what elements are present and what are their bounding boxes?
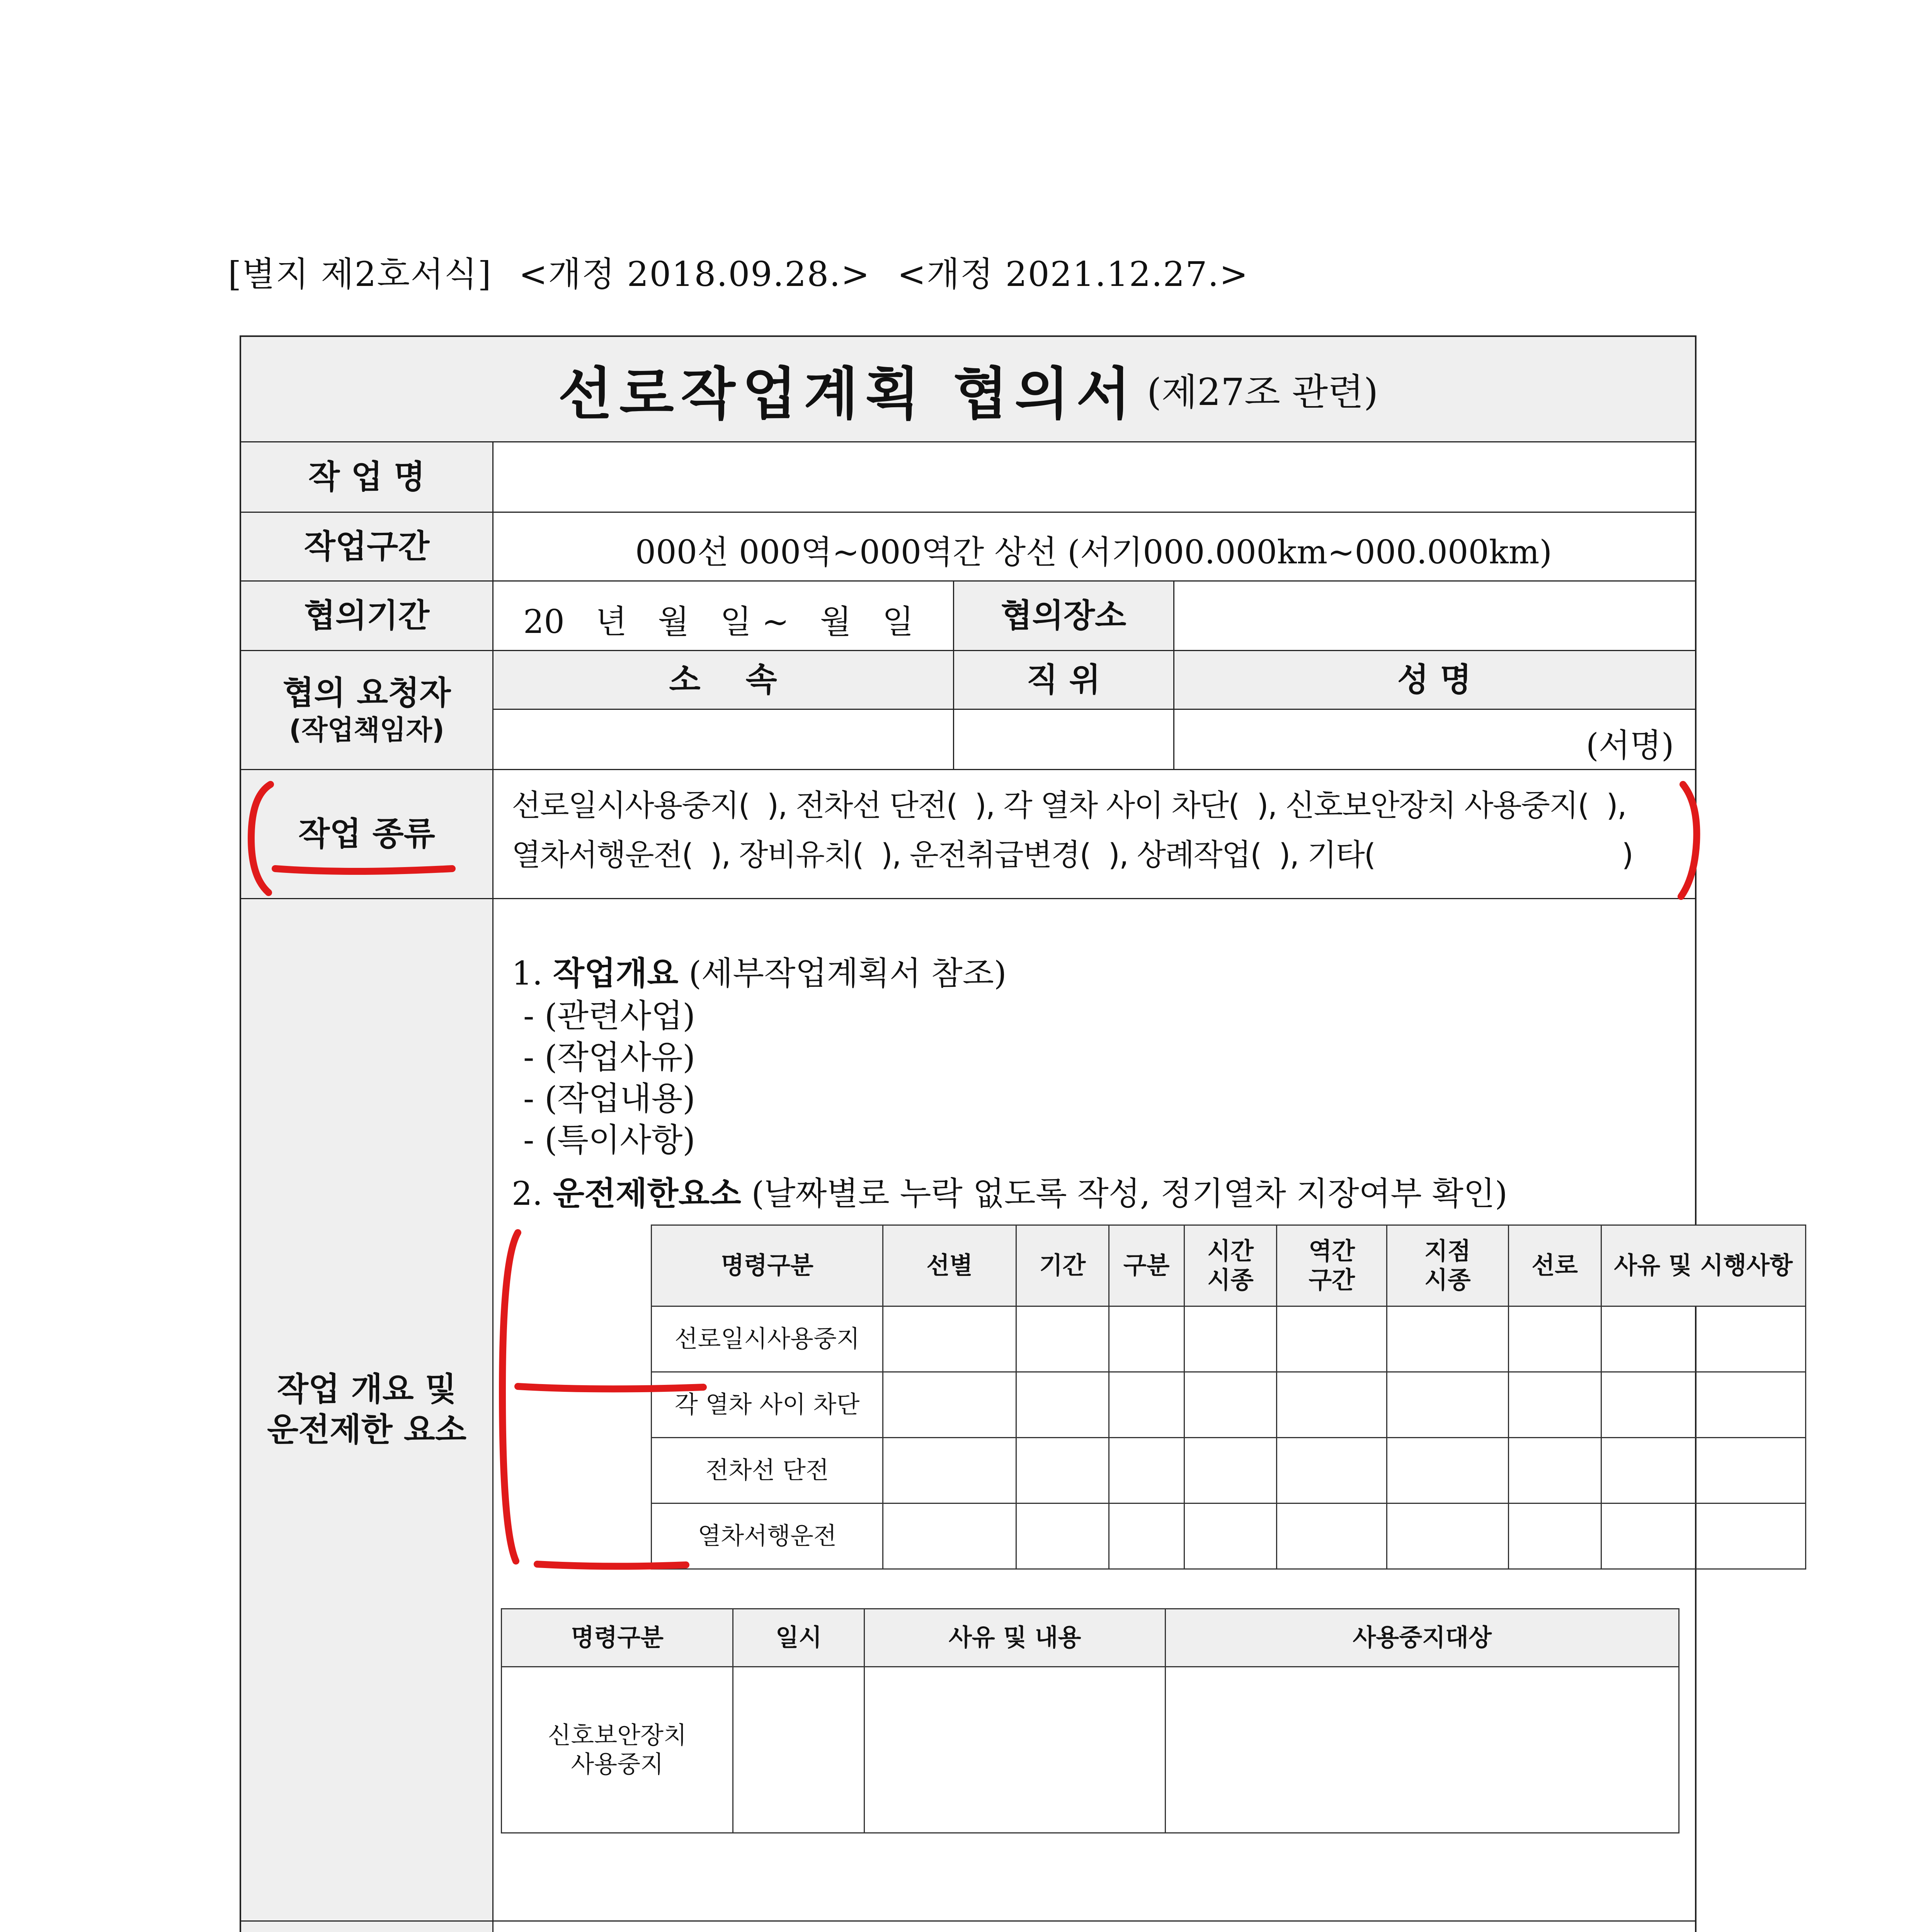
row-label-slow-running: 열차서행운전 bbox=[652, 1503, 883, 1569]
row-label-track-closure: 선로일시사용중지 bbox=[652, 1306, 883, 1372]
work-name-label: 작 업 명 bbox=[241, 442, 492, 511]
movement-label bbox=[241, 1922, 492, 1932]
work-type-label: 작업 종류 bbox=[241, 770, 492, 898]
work-type-line-1[interactable]: 선로일시사용중지( ), 전차선 단전( ), 각 열차 사이 차단( ), 신호보안장치 사용중지( ), bbox=[512, 788, 1626, 823]
col-point-range: 지점 시종 bbox=[1387, 1225, 1509, 1306]
col-reason: 사유 및 시행사항 bbox=[1601, 1225, 1806, 1306]
overview-item-2-title: 운전제한요소 bbox=[553, 1175, 741, 1213]
affiliation-header: 소 속 bbox=[493, 651, 953, 708]
requester-label bbox=[241, 651, 492, 769]
col-datetime: 일시 bbox=[733, 1609, 864, 1667]
revision-date-2: <개정 2021.12.27.> bbox=[897, 254, 1249, 294]
table-row bbox=[652, 1438, 1806, 1503]
table-row bbox=[652, 1503, 1806, 1569]
title-sub: (제27조 관련) bbox=[1147, 370, 1378, 414]
table-row bbox=[502, 1667, 1679, 1833]
position-header: 직 위 bbox=[954, 651, 1173, 708]
overview-item-1-note: (세부작업계획서 참조) bbox=[689, 954, 1007, 992]
col-period: 기간 bbox=[1016, 1225, 1109, 1306]
revision-date-1: <개정 2018.09.28.> bbox=[519, 254, 870, 294]
overview-sub-item: - (특이사항) bbox=[523, 1121, 696, 1159]
table-row bbox=[652, 1372, 1806, 1438]
signal-table bbox=[501, 1608, 1679, 1833]
col-station-section: 역간 구간 bbox=[1277, 1225, 1387, 1306]
work-type-line-2[interactable]: 열차서행운전( ), 장비유치( ), 운전취급변경( ), 상례작업( ), 기타( ) bbox=[512, 838, 1633, 872]
form-title bbox=[241, 337, 1695, 441]
requester-label-main: 협의 요청자 bbox=[282, 673, 451, 712]
col-command-type: 명령구분 bbox=[502, 1609, 733, 1667]
col-category: 구분 bbox=[1109, 1225, 1184, 1306]
form-label: [별지 제2호서식] bbox=[228, 254, 492, 294]
overview-sub-item: - (작업내용) bbox=[523, 1080, 696, 1117]
place-label: 협의장소 bbox=[954, 582, 1173, 650]
section-value[interactable]: 000선 000역~000역간 상선 (서기000.000km~000.000km) bbox=[635, 533, 1552, 571]
row-label-train-block: 각 열차 사이 차단 bbox=[652, 1372, 883, 1438]
col-disabled-target: 사용중지대상 bbox=[1166, 1609, 1679, 1667]
col-reason-content: 사유 및 내용 bbox=[864, 1609, 1166, 1667]
overview-item-2: 2. 운전제한요소 (날짜별로 누락 없도록 작성, 정기열차 지장여부 확인) bbox=[512, 1175, 1508, 1213]
row-label-power-cut: 전차선 단전 bbox=[652, 1438, 883, 1503]
overview-label: 작업 개요 및 운전제한 요소 bbox=[241, 899, 492, 1920]
section-label: 작업구간 bbox=[241, 513, 492, 580]
period-label: 협의기간 bbox=[241, 582, 492, 650]
form-header bbox=[228, 247, 1264, 296]
period-value[interactable]: 20 년 월 일 ~ 월 일 bbox=[523, 603, 914, 641]
name-header: 성 명 bbox=[1174, 651, 1694, 708]
restriction-table bbox=[651, 1225, 1806, 1570]
col-command-type: 명령구분 bbox=[652, 1225, 883, 1306]
overview-item-1: 1. 작업개요 (세부작업계획서 참조) bbox=[512, 954, 1007, 992]
overview-item-2-note: (날짜별로 누락 없도록 작성, 정기열차 지장여부 확인) bbox=[751, 1175, 1508, 1213]
col-line-type: 선별 bbox=[883, 1225, 1016, 1306]
overview-item-1-title: 작업개요 bbox=[553, 954, 679, 992]
col-time-range: 시간 시종 bbox=[1184, 1225, 1277, 1306]
consultation-form bbox=[240, 335, 1793, 1932]
table-row bbox=[652, 1306, 1806, 1372]
overview-sub-item: - (관련사업) bbox=[523, 997, 696, 1035]
title-main: 선로작업계획 협의서 bbox=[558, 361, 1138, 427]
requester-label-sub: (작업책임자) bbox=[289, 714, 445, 746]
signature-field[interactable]: (서명) bbox=[1586, 726, 1674, 764]
overview-sub-item: - (작업사유) bbox=[523, 1038, 696, 1076]
row-label-signal-disable: 신호보안장치 사용중지 bbox=[502, 1667, 733, 1833]
col-track: 선로 bbox=[1508, 1225, 1601, 1306]
